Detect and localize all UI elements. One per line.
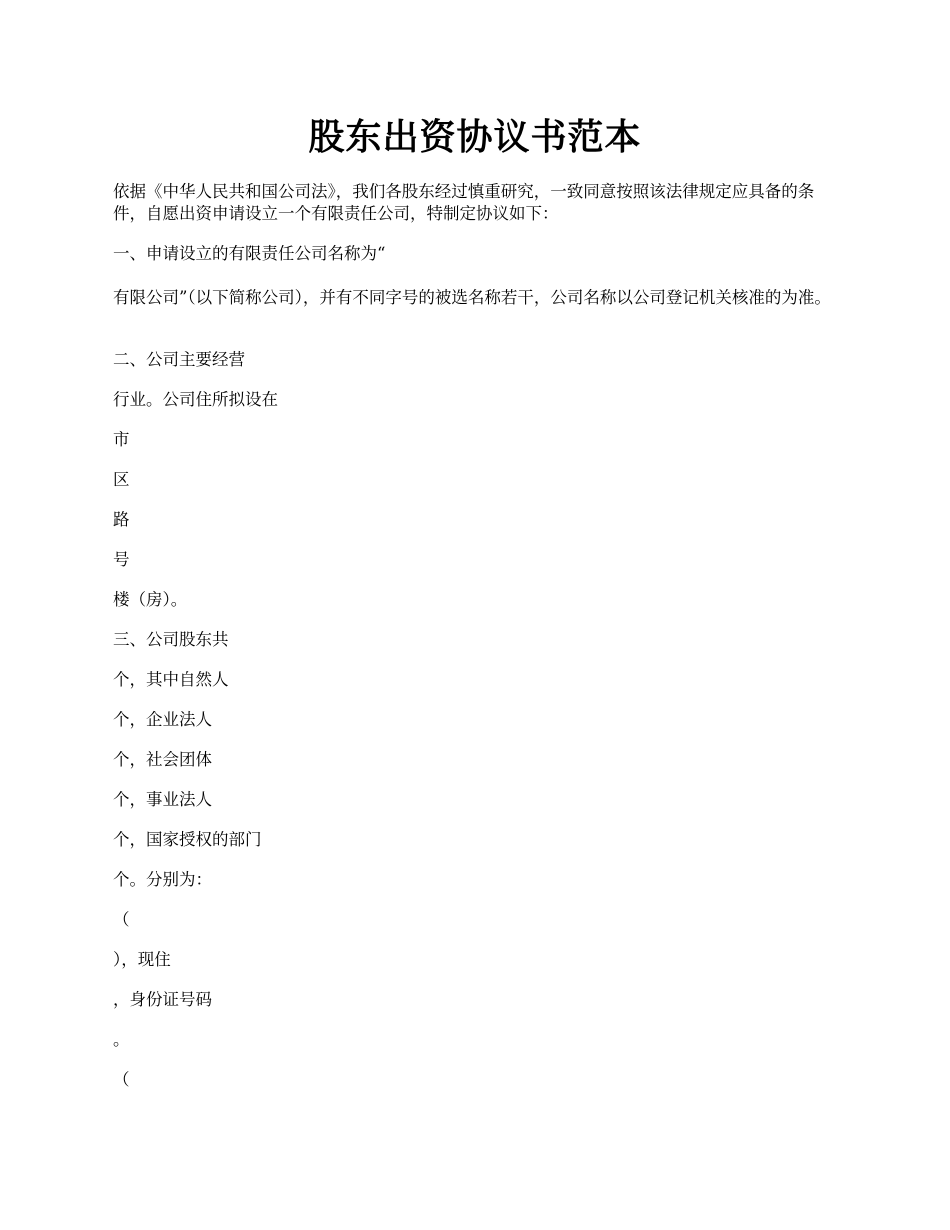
- address-city: 市: [113, 430, 130, 449]
- address-district: 区: [113, 470, 130, 489]
- document-title: 股东出资协议书范本: [308, 116, 642, 158]
- shareholder-entry-open: （: [113, 910, 130, 929]
- clause-2-line: 二、公司主要经营: [113, 350, 245, 369]
- clause-1-continuation: 有限公司”（以下简称公司），并有不同字号的被选名称若干，公司名称以公司登记机关核准的为准。: [113, 288, 831, 307]
- shareholder-entry-end: 。: [113, 1030, 130, 1049]
- shareholder-social-groups: 个，社会团体: [113, 750, 212, 769]
- shareholder-entry-id: ，身份证号码: [113, 990, 212, 1009]
- intro-paragraph: 依据《中华人民共和国公司法》，我们各股东经过慎重研究，一致同意按照该法律规定应具备的条件，自愿出资申请设立一个有限责任公司，特制定协议如下：: [113, 182, 815, 223]
- shareholder-natural-persons: 个，其中自然人: [113, 670, 229, 689]
- clause-1-line: 一、申请设立的有限责任公司名称为“: [113, 244, 386, 263]
- clause-2-address: 行业。公司住所拟设在: [113, 390, 278, 409]
- shareholder-institution-legal: 个，事业法人: [113, 790, 212, 809]
- shareholder-state-departments: 个，国家授权的部门: [113, 830, 262, 849]
- clause-3-line: 三、公司股东共: [113, 630, 229, 649]
- address-building: 楼（房）。: [113, 590, 188, 609]
- shareholder-entry-residence: ），现住: [113, 950, 171, 969]
- shareholder-entry-2-open: （: [113, 1070, 130, 1089]
- address-number: 号: [113, 550, 130, 569]
- shareholder-enterprise-legal: 个，企业法人: [113, 710, 212, 729]
- address-road: 路: [113, 510, 130, 529]
- shareholder-list-intro: 个。分别为：: [113, 870, 212, 889]
